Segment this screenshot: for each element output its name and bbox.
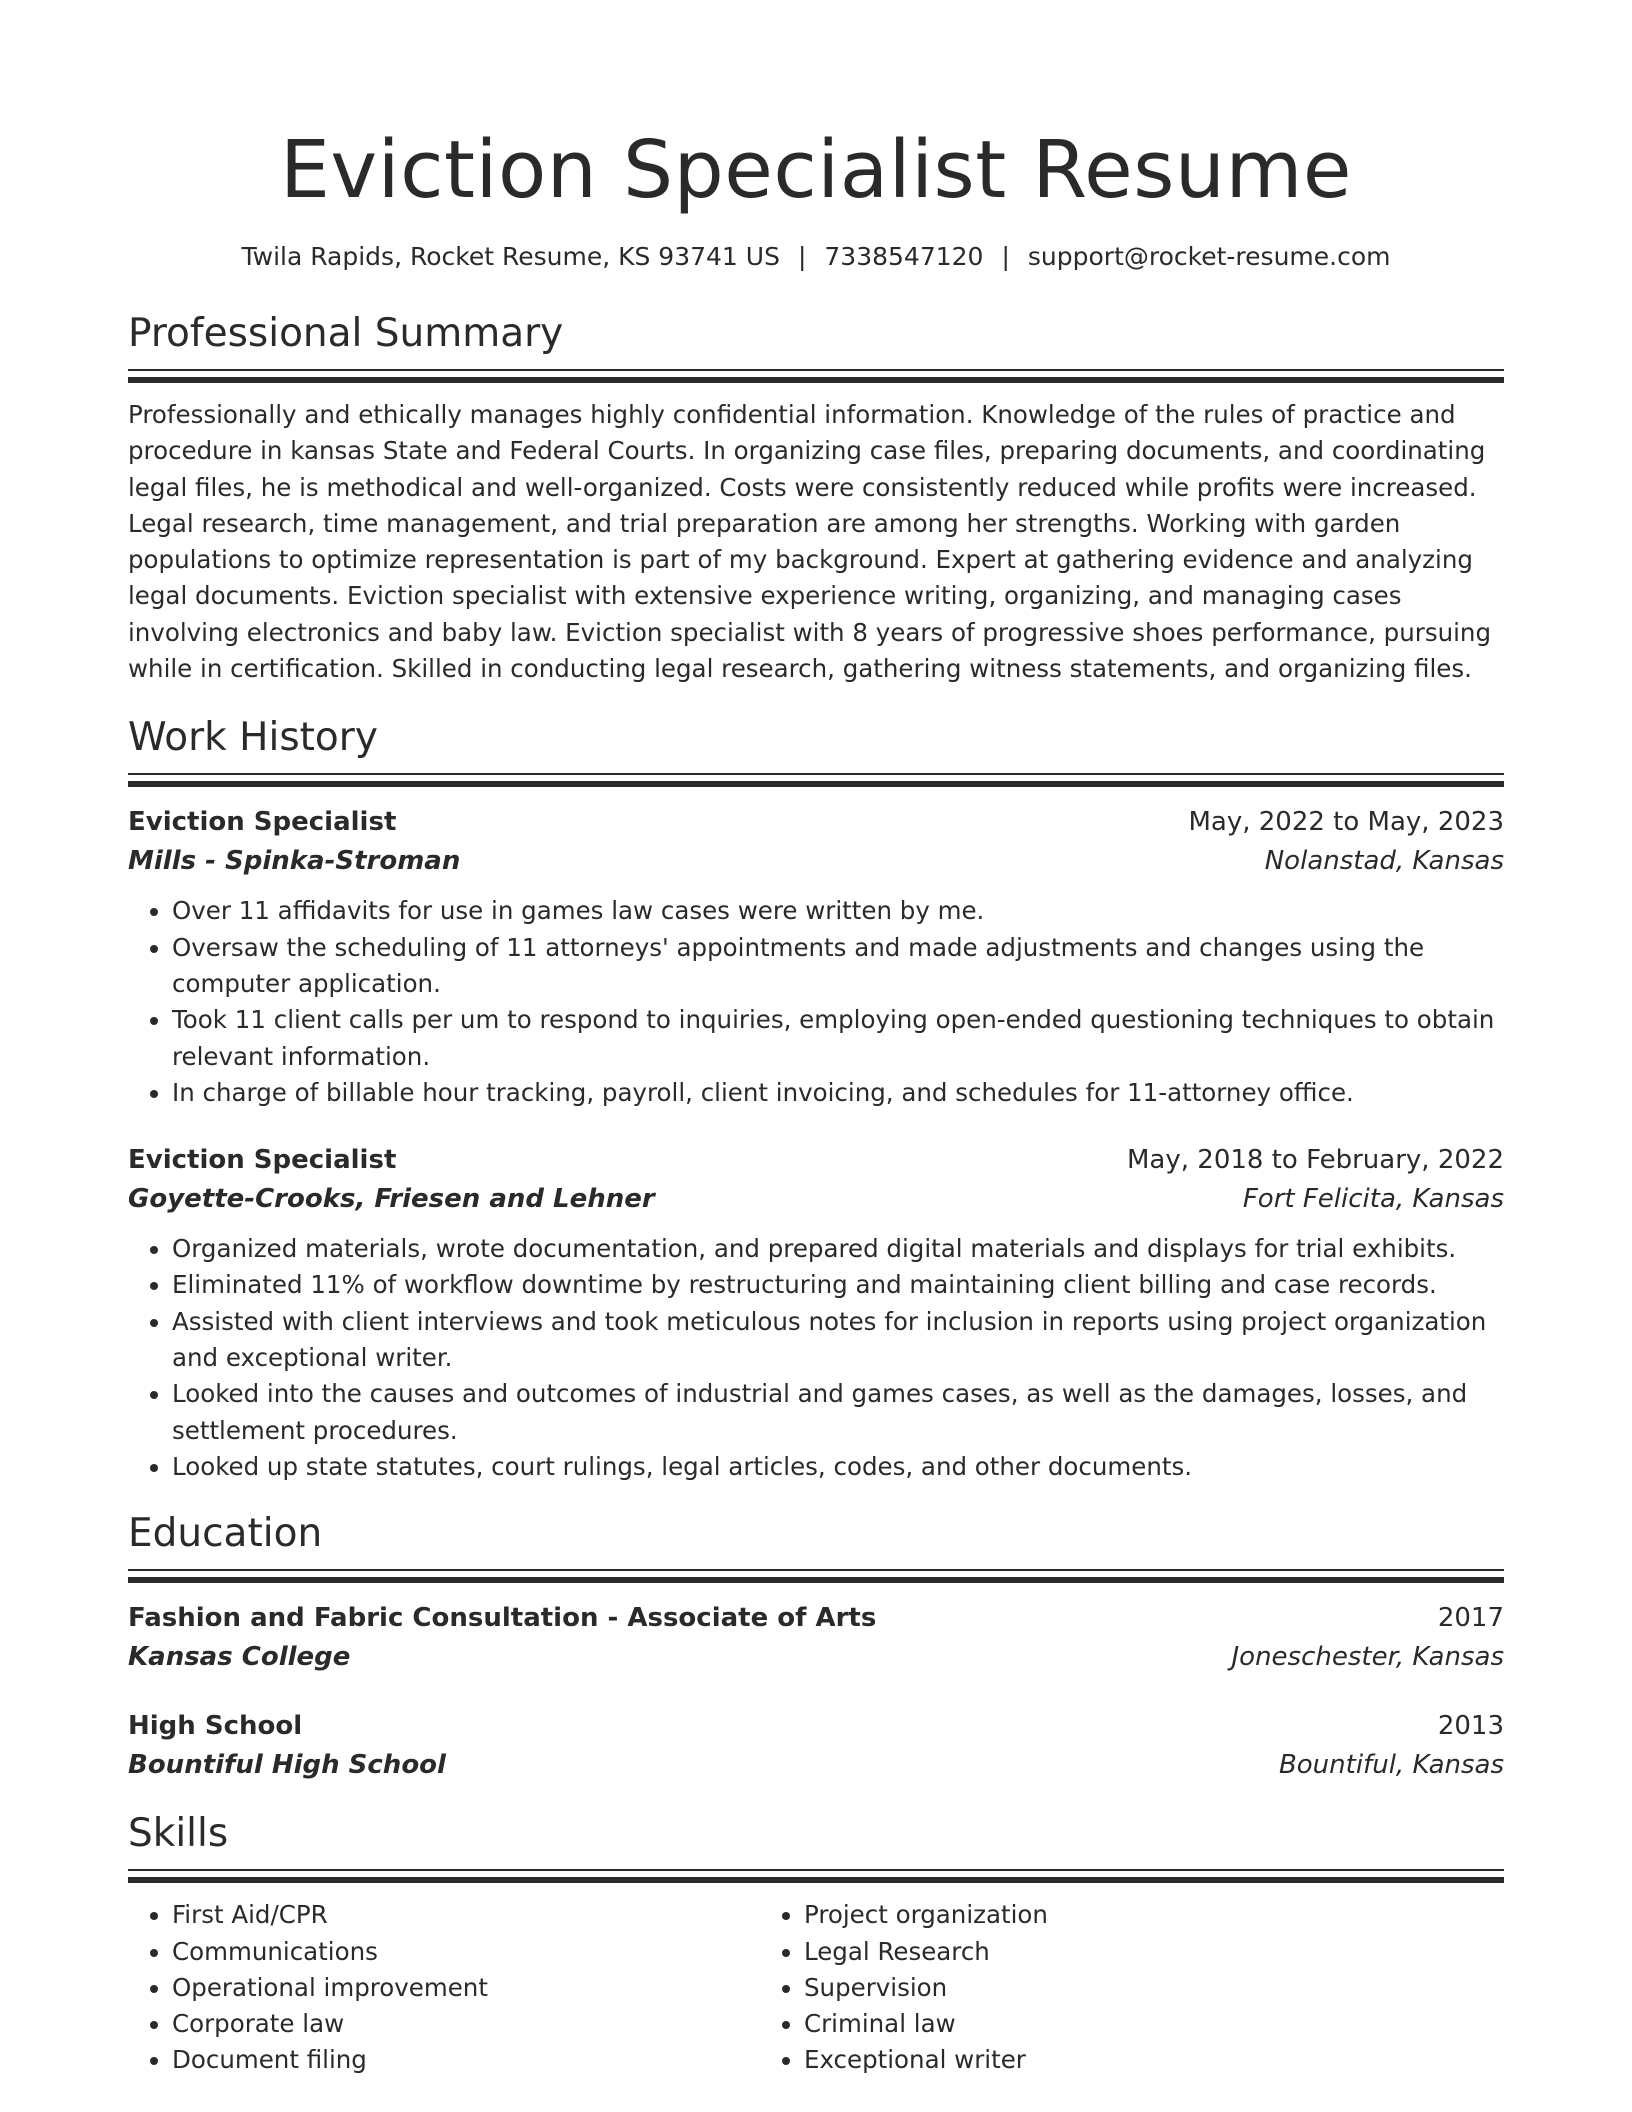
- section-title-summary: Professional Summary: [128, 311, 564, 356]
- job-dates: May, 2018 to February, 2022: [1127, 1145, 1504, 1176]
- section-divider: [128, 1569, 1504, 1583]
- job-bullet-list: [128, 893, 1504, 1111]
- contact-phone: 7338547120: [824, 242, 984, 271]
- education-degree: Fashion and Fabric Consultation - Associate of Arts: [128, 1603, 877, 1634]
- job-subheader: [128, 1179, 1504, 1219]
- job-bullet: • In charge of billable hour tracking, payroll, client invoicing, and schedules for 11-attorney office.: [172, 1075, 1504, 1111]
- section-title-education: Education: [128, 1511, 323, 1557]
- job-entry: [128, 803, 1504, 1111]
- contact-email: support@rocket-resume.com: [1027, 242, 1391, 271]
- section-divider: [128, 1869, 1504, 1883]
- section-title-work-history: Work History: [128, 715, 378, 761]
- job-dates: May, 2022 to May, 2023: [1188, 807, 1504, 838]
- job-bullet: • Organized materials, wrote documentation, and prepared digital materials and displays for trial exhibits.: [172, 1231, 1504, 1267]
- education-subheader: [128, 1637, 1504, 1677]
- job-entry: [128, 1141, 1504, 1485]
- contact-separator: |: [797, 242, 807, 271]
- education-header: [128, 1599, 1504, 1637]
- job-bullet: • Looked up state statutes, court rulings, legal articles, codes, and other documents.: [172, 1449, 1504, 1485]
- contact-line: [128, 240, 1504, 274]
- job-bullet: • Eliminated 11% of workflow downtime by restructuring and maintaining client billing and case records.: [172, 1267, 1504, 1303]
- skill-item: • Project organization: [804, 1897, 1460, 1933]
- education-location: Joneschester, Kansas: [1231, 1642, 1504, 1673]
- job-bullet: • Oversaw the scheduling of 11 attorneys' appointments and made adjustments and changes using the computer application.: [172, 930, 1504, 1003]
- contact-separator: |: [1001, 242, 1010, 271]
- job-header: [128, 803, 1504, 841]
- summary-section: [128, 311, 1504, 687]
- job-location: Nolanstad, Kansas: [1264, 846, 1504, 877]
- skill-item: • Operational improvement: [172, 1970, 760, 2006]
- education-subheader: [128, 1745, 1504, 1785]
- skill-item: • Legal Research: [804, 1934, 1460, 1970]
- resume-title: Eviction Specialist Resume: [279, 124, 1353, 216]
- skill-item: • Document filing: [172, 2042, 760, 2078]
- job-title: Eviction Specialist: [128, 807, 397, 838]
- job-subheader: [128, 841, 1504, 881]
- job-header: [128, 1141, 1504, 1179]
- section-divider: [128, 369, 1504, 383]
- job-bullet: • Assisted with client interviews and took meticulous notes for inclusion in reports using project organization and exceptional writer.: [172, 1304, 1504, 1377]
- skill-item: • Exceptional writer: [804, 2042, 1460, 2078]
- job-bullet-list: [128, 1231, 1504, 1485]
- education-school: Bountiful High School: [128, 1750, 446, 1781]
- section-divider: [128, 773, 1504, 787]
- skills-list-right: [760, 1897, 1460, 2078]
- section-title-skills: Skills: [128, 1811, 229, 1857]
- job-bullet: • Took 11 client calls per um to respond to inquiries, employing open-ended questioning techniques to obtain relevant information.: [172, 1002, 1504, 1075]
- education-entry: [128, 1599, 1504, 1677]
- job-location: Fort Felicita, Kansas: [1242, 1184, 1504, 1215]
- job-company: Goyette-Crooks, Friesen and Lehner: [128, 1184, 655, 1215]
- skills-list-left: [128, 1897, 760, 2078]
- skill-item: • Criminal law: [804, 2006, 1460, 2042]
- work-history-section: [128, 715, 1504, 1485]
- education-degree: High School: [128, 1711, 303, 1742]
- contact-address: Twila Rapids, Rocket Resume, KS 93741 US: [241, 242, 780, 271]
- education-school: Kansas College: [128, 1642, 351, 1673]
- job-bullet: • Looked into the causes and outcomes of industrial and games cases, as well as the damages, losses, and settlement procedures.: [172, 1376, 1504, 1449]
- job-bullet: • Over 11 affidavits for use in games law cases were written by me.: [172, 893, 1504, 929]
- job-title: Eviction Specialist: [128, 1145, 397, 1176]
- education-year: 2017: [1437, 1603, 1504, 1634]
- education-year: 2013: [1437, 1711, 1504, 1742]
- skill-item: • First Aid/CPR: [172, 1897, 760, 1933]
- skill-item: • Communications: [172, 1934, 760, 1970]
- skills-section: [128, 1811, 1504, 2078]
- skill-item: • Corporate law: [172, 2006, 760, 2042]
- skills-columns: [128, 1897, 1504, 2078]
- education-location: Bountiful, Kansas: [1278, 1750, 1504, 1781]
- summary-text: Professionally and ethically manages highly confidential information. Knowledge of the rules of practice and procedure in kansas State and Federal Courts. In organizing case files, preparing documents, and coordinating legal files, he is methodical and well-organized. Costs were consistently reduced while profits were increased. Legal research, time management, and trial preparation are among her strengths. Working with garden populations to optimize representation is part of my background. Expert at gathering evidence and analyzing legal documents. Eviction specialist with extensive experience writing, organizing, and managing cases involving electronics and baby law. Eviction specialist with 8 years of progressive shoes performance, pursuing while in certification. Skilled in conducting legal research, gathering witness statements, and organizing files.: [128, 400, 1492, 684]
- education-section: [128, 1511, 1504, 1785]
- skill-item: • Supervision: [804, 1970, 1460, 2006]
- education-entry: [128, 1707, 1504, 1785]
- job-company: Mills - Spinka-Stroman: [128, 846, 461, 877]
- education-header: [128, 1707, 1504, 1745]
